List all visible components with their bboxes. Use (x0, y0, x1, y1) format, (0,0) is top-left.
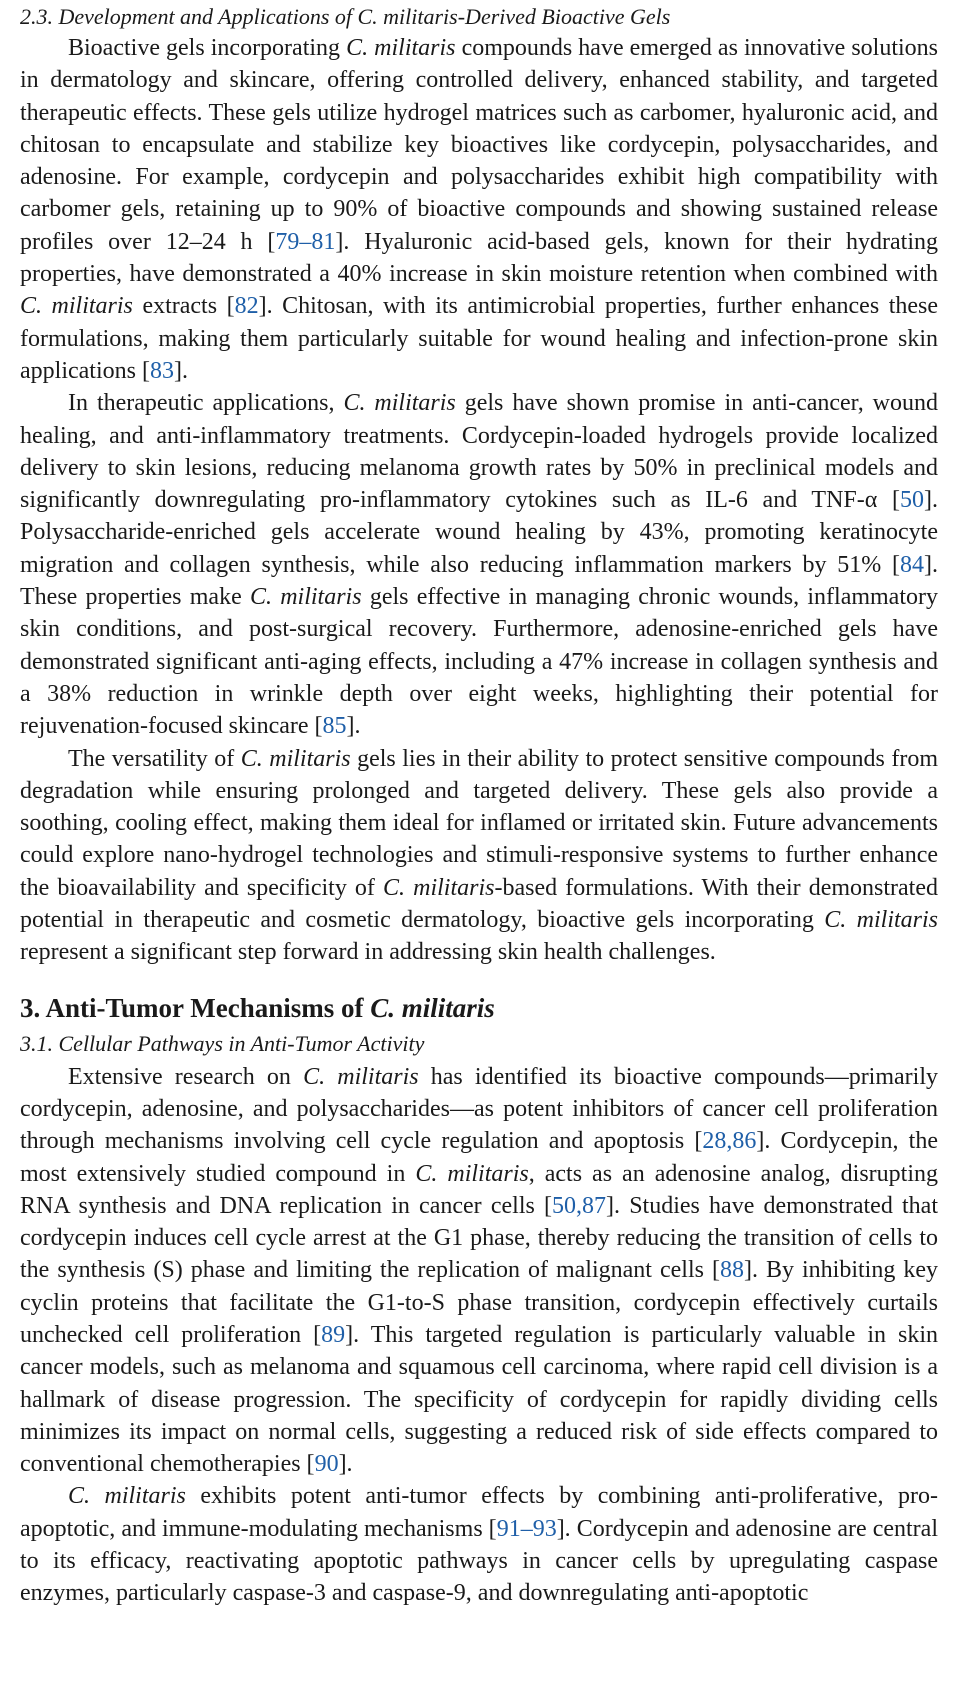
citation-link[interactable]: 83 (149, 357, 174, 384)
citation-link[interactable]: 88 (719, 1257, 744, 1284)
citation-link[interactable]: 84 (900, 551, 924, 578)
citation-link[interactable]: 91–93 (496, 1515, 557, 1542)
paragraph-cellular-pathways: Extensive research on C. militaris has identified its bioactive compounds—primarily cordycepin, adenosine, and polysaccharides—as potent inhibitors of cancer cell proliferation through mechanisms involving cell cycle regulation and apoptosis [28,86]. Cordycepin, the most extensively studied compound in C. militaris, acts as an adenosine analog, disrupting RNA synthesis and DNA replication in cancer cells [50,87]. Studies have demonstrated that cordycepin induces cell cycle arrest at the G1 phase, thereby reducing the transition of cells to the synthesis (S) phase and limiting the replication of malignant cells [88]. By inhibiting key cyclin proteins that facilitate the G1-to-S phase transition, cordycepin effectively curtails unchecked cell proliferation [89]. This targeted regulation is particularly valuable in skin cancer models, such as melanoma and squamous cell carcinoma, where rapid cell division is a hallmark of disease progression. The specificity of cordycepin for rapidly dividing cells minimizes its impact on normal cells, suggesting a reduced risk of side effects compared to conventional chemotherapies [90]. (20, 1063, 939, 1478)
species-name: C. militaris (343, 390, 456, 417)
species-name: C. militaris (68, 1483, 186, 1510)
citation-link[interactable]: 28,86 (702, 1128, 757, 1155)
citation-link[interactable]: 85 (322, 713, 347, 740)
species-name: C. militaris (824, 907, 939, 934)
species-name: C. militaris (240, 745, 351, 772)
paragraph-gels-therapeutic: In therapeutic applications, C. militaris gels have shown promise in anti-cancer, wound healing, and anti-inflammatory treatments. Cordycepin-loaded hydrogels provide localized delivery to skin lesions, reducing melanoma growth rates by 50% in preclinical models and significantly downregulating pro-inflammatory cytokines such as IL-6 and TNF-α [50]. Polysaccharide-enriched gels accelerate wound healing by 43%, promoting keratinocyte migration and collagen synthesis, while also reducing inflammation markers by 51% [84]. These properties make C. militaris gels effective in managing chronic wounds, inflammatory skin conditions, and post-surgical recovery. Furthermore, adenosine-enriched gels have demonstrated significant anti-aging effects, including a 47% increase in collagen synthesis and a 38% reduction in wrinkle depth over eight weeks, highlighting their potential for rejuvenation-focused skincare [85]. (20, 390, 938, 740)
citation-link[interactable]: 89 (321, 1321, 346, 1348)
paragraph-gels-intro: Bioactive gels incorporating C. militaris compounds have emerged as innovative solutions in dermatology and skincare, offering controlled delivery, enhanced stability, and targeted therapeutic effects. These gels utilize hydrogel matrices such as carbomer, hyaluronic acid, and chitosan to encapsulate and stabilize key bioactives like cordycepin, polysaccharides, and adenosine. For example, cordycepin and polysaccharides exhibit high compatibility with carbomer gels, retaining up to 90% of bioactive compounds and showing sustained release profiles over 12–24 h [79–81]. Hyaluronic acid-based gels, known for their hydrating properties, have demonstrated a 40% increase in skin moisture retention when combined with C. militaris extracts [82]. Chitosan, with its antimicrobial properties, further enhances these formulations, making them particularly suitable for wound healing and infection-prone skin applications [83]. (20, 35, 939, 384)
species-name: C. militaris (303, 1063, 419, 1090)
species-name: C. militaris (20, 293, 133, 320)
section-3-1-heading: 3.1. Cellular Pathways in Anti-Tumor Activity (20, 1030, 425, 1056)
citation-link[interactable]: 82 (234, 293, 259, 320)
section-3-heading: 3. Anti-Tumor Mechanisms of C. militaris (20, 992, 495, 1023)
citation-link[interactable]: 50,87 (552, 1192, 607, 1219)
species-name: C. militaris (249, 584, 362, 611)
paragraph-anti-tumor-effects: C. militaris exhibits potent anti-tumor effects by combining anti-proliferative, pro-apoptotic, and immune-modulating mechanisms [91–93]. Cordycepin and adenosine are central to its efficacy, reactivating apoptotic pathways in cancer cells by upregulating caspase enzymes, particularly caspase-3 and caspase-9, and downregulating anti-apoptotic (20, 1483, 938, 1607)
section-2-3-heading: 2.3. Development and Applications of C. militaris-Derived Bioactive Gels (20, 4, 671, 29)
species-name: C. militaris (383, 874, 495, 901)
species-name: C. militaris (346, 35, 456, 61)
species-name: C. militaris (370, 992, 495, 1023)
paragraph-gels-versatility: The versatility of C. militaris gels lies in their ability to protect sensitive compounds from degradation while ensuring prolonged and targeted delivery. These gels also provide a soothing, cooling effect, making them ideal for inflamed or irritated skin. Future advancements could explore nano-hydrogel technologies and stimuli-responsive systems to further enhance the bioavailability and specificity of C. militaris-based formulations. With their demonstrated potential in therapeutic and cosmetic dermatology, bioactive gels incorporating C. militaris represent a significant step forward in addressing skin health challenges. (20, 745, 939, 966)
species-name: C. militaris (415, 1160, 529, 1187)
citation-link[interactable]: 90 (314, 1451, 339, 1478)
citation-link[interactable]: 79–81 (275, 228, 336, 255)
citation-link[interactable]: 50 (900, 487, 924, 514)
